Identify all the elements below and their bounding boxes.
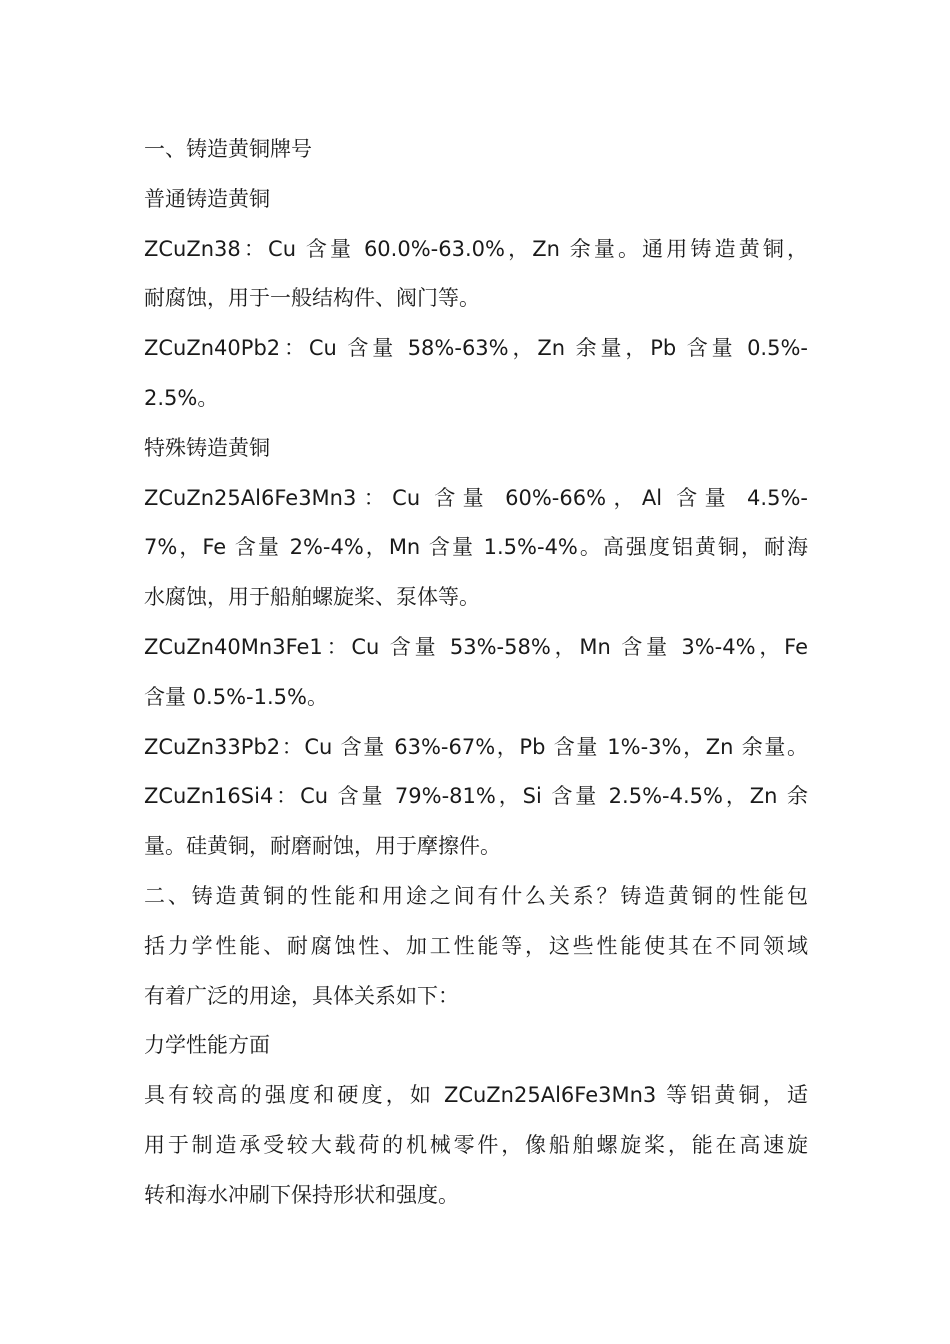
paragraph-line: 有着广泛的用途，具体关系如下： <box>144 983 459 1008</box>
paragraph-line: 7%，Fe 含量 2%-4%，Mn 含量 1.5%-4%。高强度铝黄铜，耐海 <box>144 535 808 560</box>
paragraph-line: ZCuZn38：Cu 含量 60.0%-63.0%，Zn 余量。通用铸造黄铜， <box>144 236 808 261</box>
section-heading-properties-uses: 二、铸造黄铜的性能和用途之间有什么关系？铸造黄铜的性能包 <box>144 883 808 908</box>
paragraph-line: ZCuZn25Al6Fe3Mn3：Cu 含量 60%-66%，Al 含量 4.5%- <box>144 485 808 510</box>
subheading-mechanical-properties: 力学性能方面 <box>144 1033 270 1058</box>
paragraph-line: ZCuZn16Si4：Cu 含量 79%-81%，Si 含量 2.5%-4.5%，Zn 余 <box>144 784 808 809</box>
paragraph-line: ZCuZn40Mn3Fe1：Cu 含量 53%-58%，Mn 含量 3%-4%，Fe <box>144 634 808 659</box>
paragraph-line: 耐腐蚀，用于一般结构件、阀门等。 <box>144 286 480 311</box>
paragraph-line: 括力学性能、耐腐蚀性、加工性能等，这些性能使其在不同领域 <box>144 933 808 958</box>
paragraph-line: ZCuZn33Pb2：Cu 含量 63%-67%，Pb 含量 1%-3%，Zn 余量。 <box>144 734 808 759</box>
paragraph-line: 转和海水冲刷下保持形状和强度。 <box>144 1182 459 1207</box>
paragraph-line: 具有较高的强度和硬度，如 ZCuZn25Al6Fe3Mn3 等铝黄铜，适 <box>144 1083 808 1108</box>
paragraph-line: 含量 0.5%-1.5%。 <box>144 684 328 709</box>
paragraph-line: ZCuZn40Pb2：Cu 含量 58%-63%，Zn 余量，Pb 含量 0.5%- <box>144 336 808 361</box>
paragraph-line: 水腐蚀，用于船舶螺旋桨、泵体等。 <box>144 585 480 610</box>
subheading-ordinary-cast-brass: 普通铸造黄铜 <box>144 186 270 211</box>
paragraph-line: 2.5%。 <box>144 385 219 410</box>
section-heading-brass-grades: 一、铸造黄铜牌号 <box>144 137 312 161</box>
subheading-special-cast-brass: 特殊铸造黄铜 <box>144 435 270 460</box>
paragraph-line: 量。硅黄铜，耐磨耐蚀，用于摩擦件。 <box>144 834 501 859</box>
paragraph-line: 用于制造承受较大载荷的机械零件，像船舶螺旋桨，能在高速旋 <box>144 1132 808 1157</box>
document-body <box>144 125 808 1221</box>
